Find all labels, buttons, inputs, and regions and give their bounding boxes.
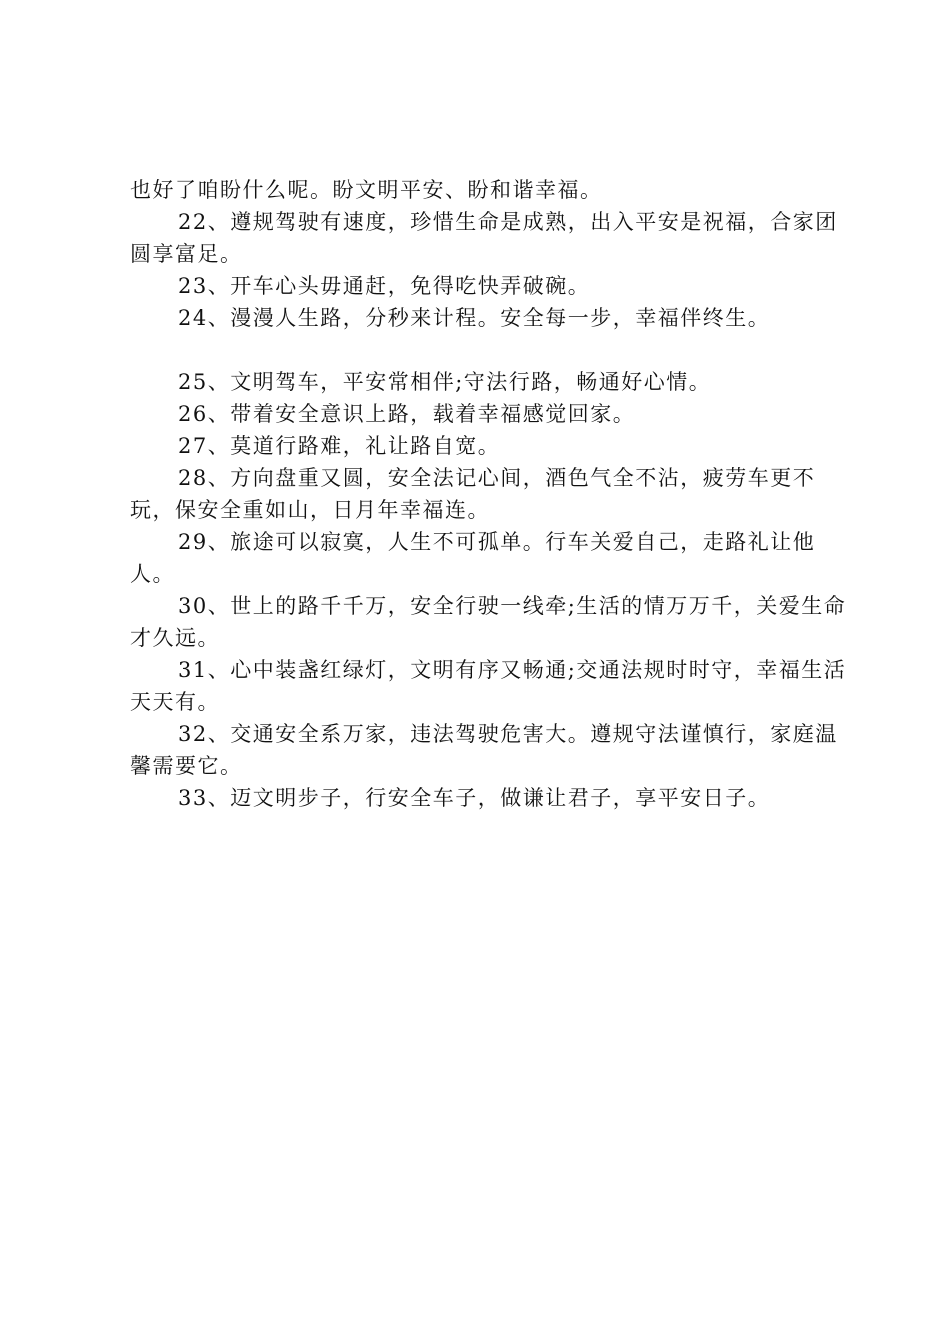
paragraph-33: 33、迈文明步子，行安全车子，做谦让君子，享平安日子。 [178, 786, 771, 810]
paragraph-27: 27、莫道行路难，礼让路自宽。 [178, 434, 501, 458]
paragraph-30: 30、世上的路千千万，安全行驶一线牵;生活的情万万千，关爱生命才久远。 [130, 594, 847, 650]
paragraph-25: 25、文明驾车，平安常相伴;守法行路，畅通好心情。 [178, 370, 712, 394]
paragraph-28: 28、方向盘重又圆，安全法记心间，酒色气全不沾，疲劳车更不玩，保安全重如山，日月年幸福连。 [130, 466, 816, 522]
paragraph-31: 31、心中装盏红绿灯，文明有序又畅通;交通法规时时守，幸福生活天天有。 [130, 658, 847, 714]
paragraph-22: 22、遵规驾驶有速度，珍惜生命是成熟，出入平安是祝福，合家团圆享富足。 [130, 210, 838, 266]
paragraph-32: 32、交通安全系万家，违法驾驶危害大。遵规守法谨慎行，家庭温馨需要它。 [130, 722, 838, 778]
paragraph-23: 23、开车心头毋通赶，免得吃快弄破碗。 [178, 274, 591, 298]
paragraph-24: 24、漫漫人生路，分秒来计程。安全每一步，幸福伴终生。 [178, 306, 771, 330]
document-body [130, 174, 850, 814]
paragraph-29: 29、旅途可以寂寞，人生不可孤单。行车关爱自己，走路礼让他人。 [130, 530, 816, 586]
paragraph-continuation: 也好了咱盼什么呢。盼文明平安、盼和谐幸福。 [130, 178, 603, 202]
paragraph-26: 26、带着安全意识上路，载着幸福感觉回家。 [178, 402, 636, 426]
